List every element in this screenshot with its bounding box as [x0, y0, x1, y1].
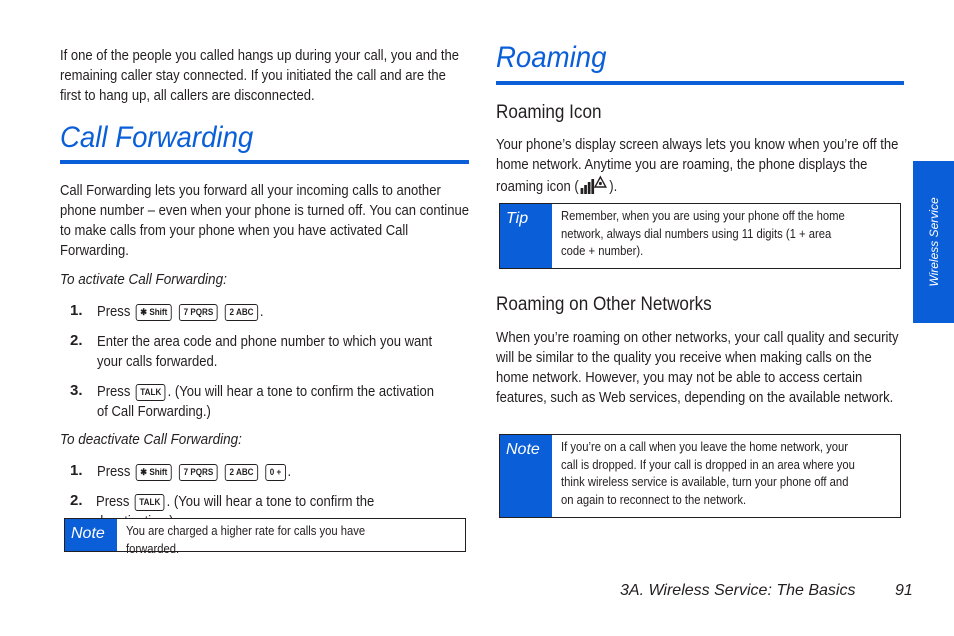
note-text: If you’re on a call when you leave the home network, your call is dropped. If your call is dropped in an area where you think wireless service is available, turn your phone off and on again to reconnect to the network. [561, 440, 856, 507]
step-text: Enter the area code and phone number to which you want your calls forwarded. [97, 334, 433, 370]
tip-label: Tip [500, 204, 552, 268]
two-key-icon: 2 ABC [225, 304, 258, 321]
activate-step-3 [60, 382, 480, 422]
seven-key-icon: 7 PQRS [179, 464, 218, 481]
zero-key-icon: 0 + [266, 464, 286, 481]
page-number: 91 [895, 582, 913, 599]
deactivate-step-1 [60, 462, 480, 482]
tip-text: Remember, when you are using your phone off the home network, always dial numbers using 11 digits (1 + area code + number). [561, 209, 846, 258]
roaming-icon-text: Your phone’s display screen always lets you know when you’re off the home network. Anytime you are roaming, the phone displays the roaming icon ( [496, 137, 899, 195]
note-label: Note [65, 519, 117, 551]
footer-section-title: 3A. Wireless Service: The Basics [620, 582, 856, 599]
roaming-icon-text-end: ). [609, 179, 618, 195]
star-key-icon: ✱ Shift [136, 464, 172, 481]
note-text: You are charged a higher rate for calls you have forwarded. [126, 524, 366, 556]
talk-key-icon: TALK [135, 494, 165, 511]
step-text: Press [95, 494, 130, 510]
other-networks-title: Roaming on Other Networks [496, 294, 712, 315]
star-key-icon: ✱ Shift [136, 304, 172, 321]
section-side-tab [913, 161, 954, 323]
other-networks-paragraph: When you’re roaming on other networks, your call quality and security will be similar to the quality you receive when making calls on the home network. However, you may not be able to access certain features, such as Web services, depending on the available network. [496, 330, 899, 406]
activate-title: To activate Call Forwarding: [60, 271, 227, 288]
forwarding-note-box [64, 518, 466, 556]
roaming-note-box [499, 434, 901, 518]
step-text-end: . (You will hear a tone to confirm the activation of Call Forwarding.) [97, 384, 435, 420]
note-label: Note [500, 435, 552, 517]
roaming-signal-icon [579, 175, 610, 201]
roaming-heading-rule [496, 81, 904, 85]
roaming-icon-title: Roaming Icon [496, 102, 602, 123]
heading-rule [60, 160, 469, 164]
intro-paragraph: If one of the people you called hangs up during your call, you and the remaining caller stay connected. If you initiated the call and are the first to hang up, all callers are disconnected. [60, 48, 460, 104]
step-number: 2. [70, 332, 83, 349]
side-tab-label: Wireless Service [926, 197, 941, 287]
activate-step-1 [60, 302, 480, 322]
call-forwarding-heading: Call Forwarding [60, 121, 254, 154]
step-text-end: . [260, 304, 264, 320]
talk-key-icon: TALK [136, 384, 166, 401]
step-text: Press [97, 304, 131, 320]
step-text-end: . [287, 464, 292, 480]
activate-step-2 [60, 332, 480, 372]
roaming-heading: Roaming [496, 41, 607, 74]
deactivate-title: To deactivate Call Forwarding: [60, 431, 242, 448]
tip-box [499, 203, 901, 269]
step-number: 2. [70, 492, 83, 509]
roaming-icon-paragraph [496, 135, 906, 201]
step-text: Press [97, 384, 131, 400]
step-number: 1. [70, 302, 83, 319]
call-forwarding-description: Call Forwarding lets you forward all your incoming calls to another phone number – even when your phone is turned off. You can continue to make calls from your phone when you have activated Call Forwarding. [60, 183, 469, 259]
step-number: 3. [70, 382, 83, 399]
step-text: Press [97, 464, 131, 480]
step-number: 1. [70, 462, 83, 479]
step-text-end: . (You will hear a tone to confirm the [166, 494, 375, 510]
two-key-icon: 2 ABC [225, 464, 258, 481]
seven-key-icon: 7 PQRS [179, 304, 218, 321]
